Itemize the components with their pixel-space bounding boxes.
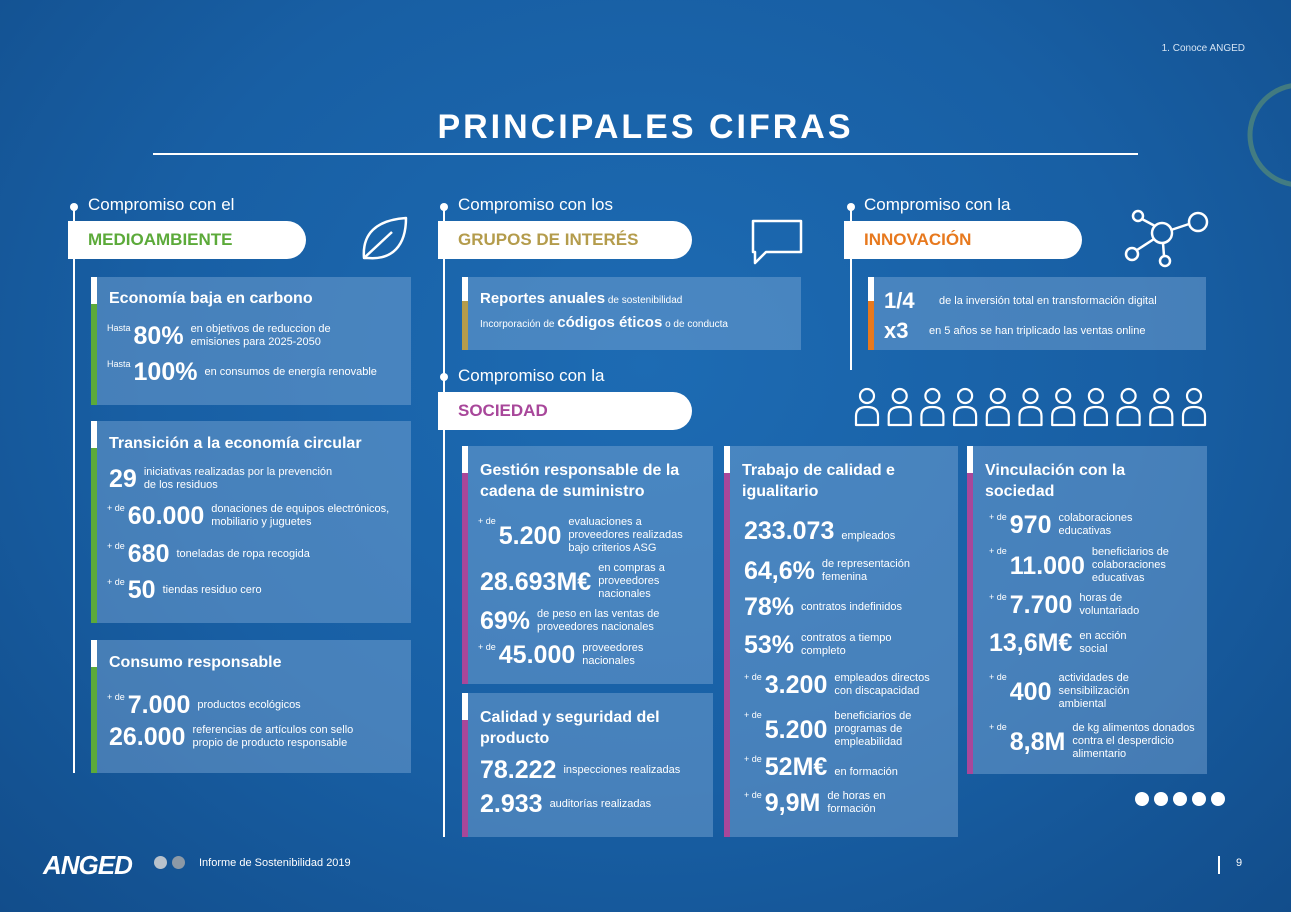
stat-row: 64,6% de representación femenina (744, 557, 910, 585)
card-title: Calidad y seguridad del producto (480, 709, 660, 747)
page-number: 9 (1236, 857, 1243, 869)
stat-row: 2.933 auditorías realizadas (480, 790, 652, 818)
people-icon (853, 386, 1213, 430)
reportes-line: Reportes anuales de sostenibilidad (480, 290, 683, 307)
decorative-ring-icon (1225, 70, 1291, 200)
card-title: Trabajo de calidad e igualitario (742, 462, 895, 500)
person-icon (1183, 389, 1205, 425)
stat-row: + de 7.700 horas de voluntariado (989, 591, 1140, 619)
medioambiente-pill: MEDIOAMBIENTE (68, 221, 306, 259)
report-name: Informe de Sostenibilidad 2019 (199, 857, 351, 869)
stat-row: + de 50 tiendas residuo cero (107, 576, 262, 604)
stat-row: 53% contratos a tiempo completo (744, 631, 892, 659)
stat-row: + de 3.200 empleados directos con discapacidad (744, 671, 930, 699)
logo-dot (172, 856, 185, 869)
stat-row: + de 7.000 productos ecológicos (107, 691, 301, 719)
person-icon (1085, 389, 1107, 425)
pagination-dots (1135, 792, 1230, 811)
timeline-line (73, 207, 75, 773)
stat-row: + de 8,8M de kg alimentos donados contra el desperdicio alimentario (989, 722, 1195, 760)
person-icon (1052, 389, 1074, 425)
stat-row: 13,6M€ en acción social (989, 629, 1127, 657)
stat-row: + de 9,9M de horas en formación (744, 789, 886, 817)
card-title: Transición a la economía circular (109, 435, 362, 452)
section-reference: 1. Conoce ANGED (1161, 43, 1245, 54)
card-title: Economía baja en carbono (109, 290, 313, 307)
stat-row: + de 5.200 beneficiarios de programas de empleabilidad (744, 710, 912, 748)
card-title: Vinculación con la sociedad (985, 462, 1126, 500)
page-title: PRINCIPALES CIFRAS (437, 108, 854, 146)
stat-row: + de 970 colaboraciones educativas (989, 511, 1133, 539)
person-icon (856, 389, 878, 425)
stat-row: + de 5.200 evaluaciones a proveedores realizadas bajo criterios ASG (478, 516, 683, 554)
stat-row: + de 60.000 donaciones de equipos electrónicos, mobiliario y juguetes (107, 502, 390, 530)
speech-bubble-icon (750, 218, 804, 266)
card-innovacion (868, 277, 1206, 350)
card-calidad-seguridad (462, 693, 713, 837)
stat-row: 28.693M€ en compras a proveedores nacionales (480, 562, 665, 600)
network-icon (1122, 208, 1212, 268)
stat-row: + de 52M€ en formación (744, 753, 898, 781)
leaf-icon (358, 214, 412, 264)
person-icon (1118, 389, 1140, 425)
stat-row: Hasta 100% en consumos de energía renovable (107, 358, 377, 386)
card-economia-circular (91, 421, 411, 623)
codigos-line: Incorporación de códigos éticos o de conducta (480, 314, 728, 331)
stat-row: x3 en 5 años se han triplicado las ventas online (884, 318, 1146, 343)
grupos-heading: Compromiso con los (458, 195, 613, 214)
card-grupos-interes (462, 277, 801, 350)
person-icon (889, 389, 911, 425)
person-icon (1020, 389, 1042, 425)
logo-dot (154, 856, 167, 869)
card-title: Gestión responsable de la cadena de suministro (480, 462, 680, 500)
stat-row: + de 11.000 beneficiarios de colaboraciones educativas (989, 546, 1169, 584)
card-gestion-suministro (462, 446, 713, 684)
grupos-pill: GRUPOS DE INTERÉS (438, 221, 692, 259)
card-economia-carbono (91, 277, 411, 405)
anged-logo: ANGED (43, 850, 132, 880)
stat-row: Hasta 80% en objetivos de reduccion de emisiones para 2025-2050 (107, 322, 331, 350)
stat-row: 233.073 empleados (744, 517, 896, 545)
innovacion-heading: Compromiso con la (864, 195, 1011, 214)
title-divider (153, 153, 1138, 155)
stat-row: + de 45.000 proveedores nacionales (478, 641, 644, 669)
stat-row: + de 680 toneladas de ropa recogida (107, 540, 310, 568)
person-icon (954, 389, 976, 425)
card-trabajo-calidad (724, 446, 958, 837)
stat-row: + de 400 actividades de sensibilización ambiental (989, 672, 1130, 710)
person-icon (1150, 389, 1172, 425)
sociedad-pill: SOCIEDAD (438, 392, 692, 430)
timeline-dot (440, 373, 448, 381)
timeline-line (443, 207, 445, 837)
person-icon (987, 389, 1009, 425)
stat-row: 29 iniciativas realizadas por la prevención de los residuos (109, 465, 333, 493)
card-vinculacion-sociedad (967, 446, 1207, 774)
stat-row: 78.222 inspecciones realizadas (480, 756, 681, 784)
stat-row: 1/4 de la inversión total en transformación digital (884, 288, 1157, 313)
stat-row: 26.000 referencias de artículos con sello propio de producto responsable (109, 723, 354, 751)
card-consumo-responsable (91, 640, 411, 773)
innovacion-pill: INNOVACIÓN (844, 221, 1082, 259)
person-icon (921, 389, 943, 425)
medioambiente-heading: Compromiso con el (88, 195, 235, 214)
stat-row: 69% de peso en las ventas de proveedores nacionales (480, 607, 660, 635)
footer-divider (1218, 856, 1220, 874)
sociedad-heading: Compromiso con la (458, 366, 605, 385)
card-title: Consumo responsable (109, 654, 282, 671)
stat-row: 78% contratos indefinidos (744, 593, 902, 621)
